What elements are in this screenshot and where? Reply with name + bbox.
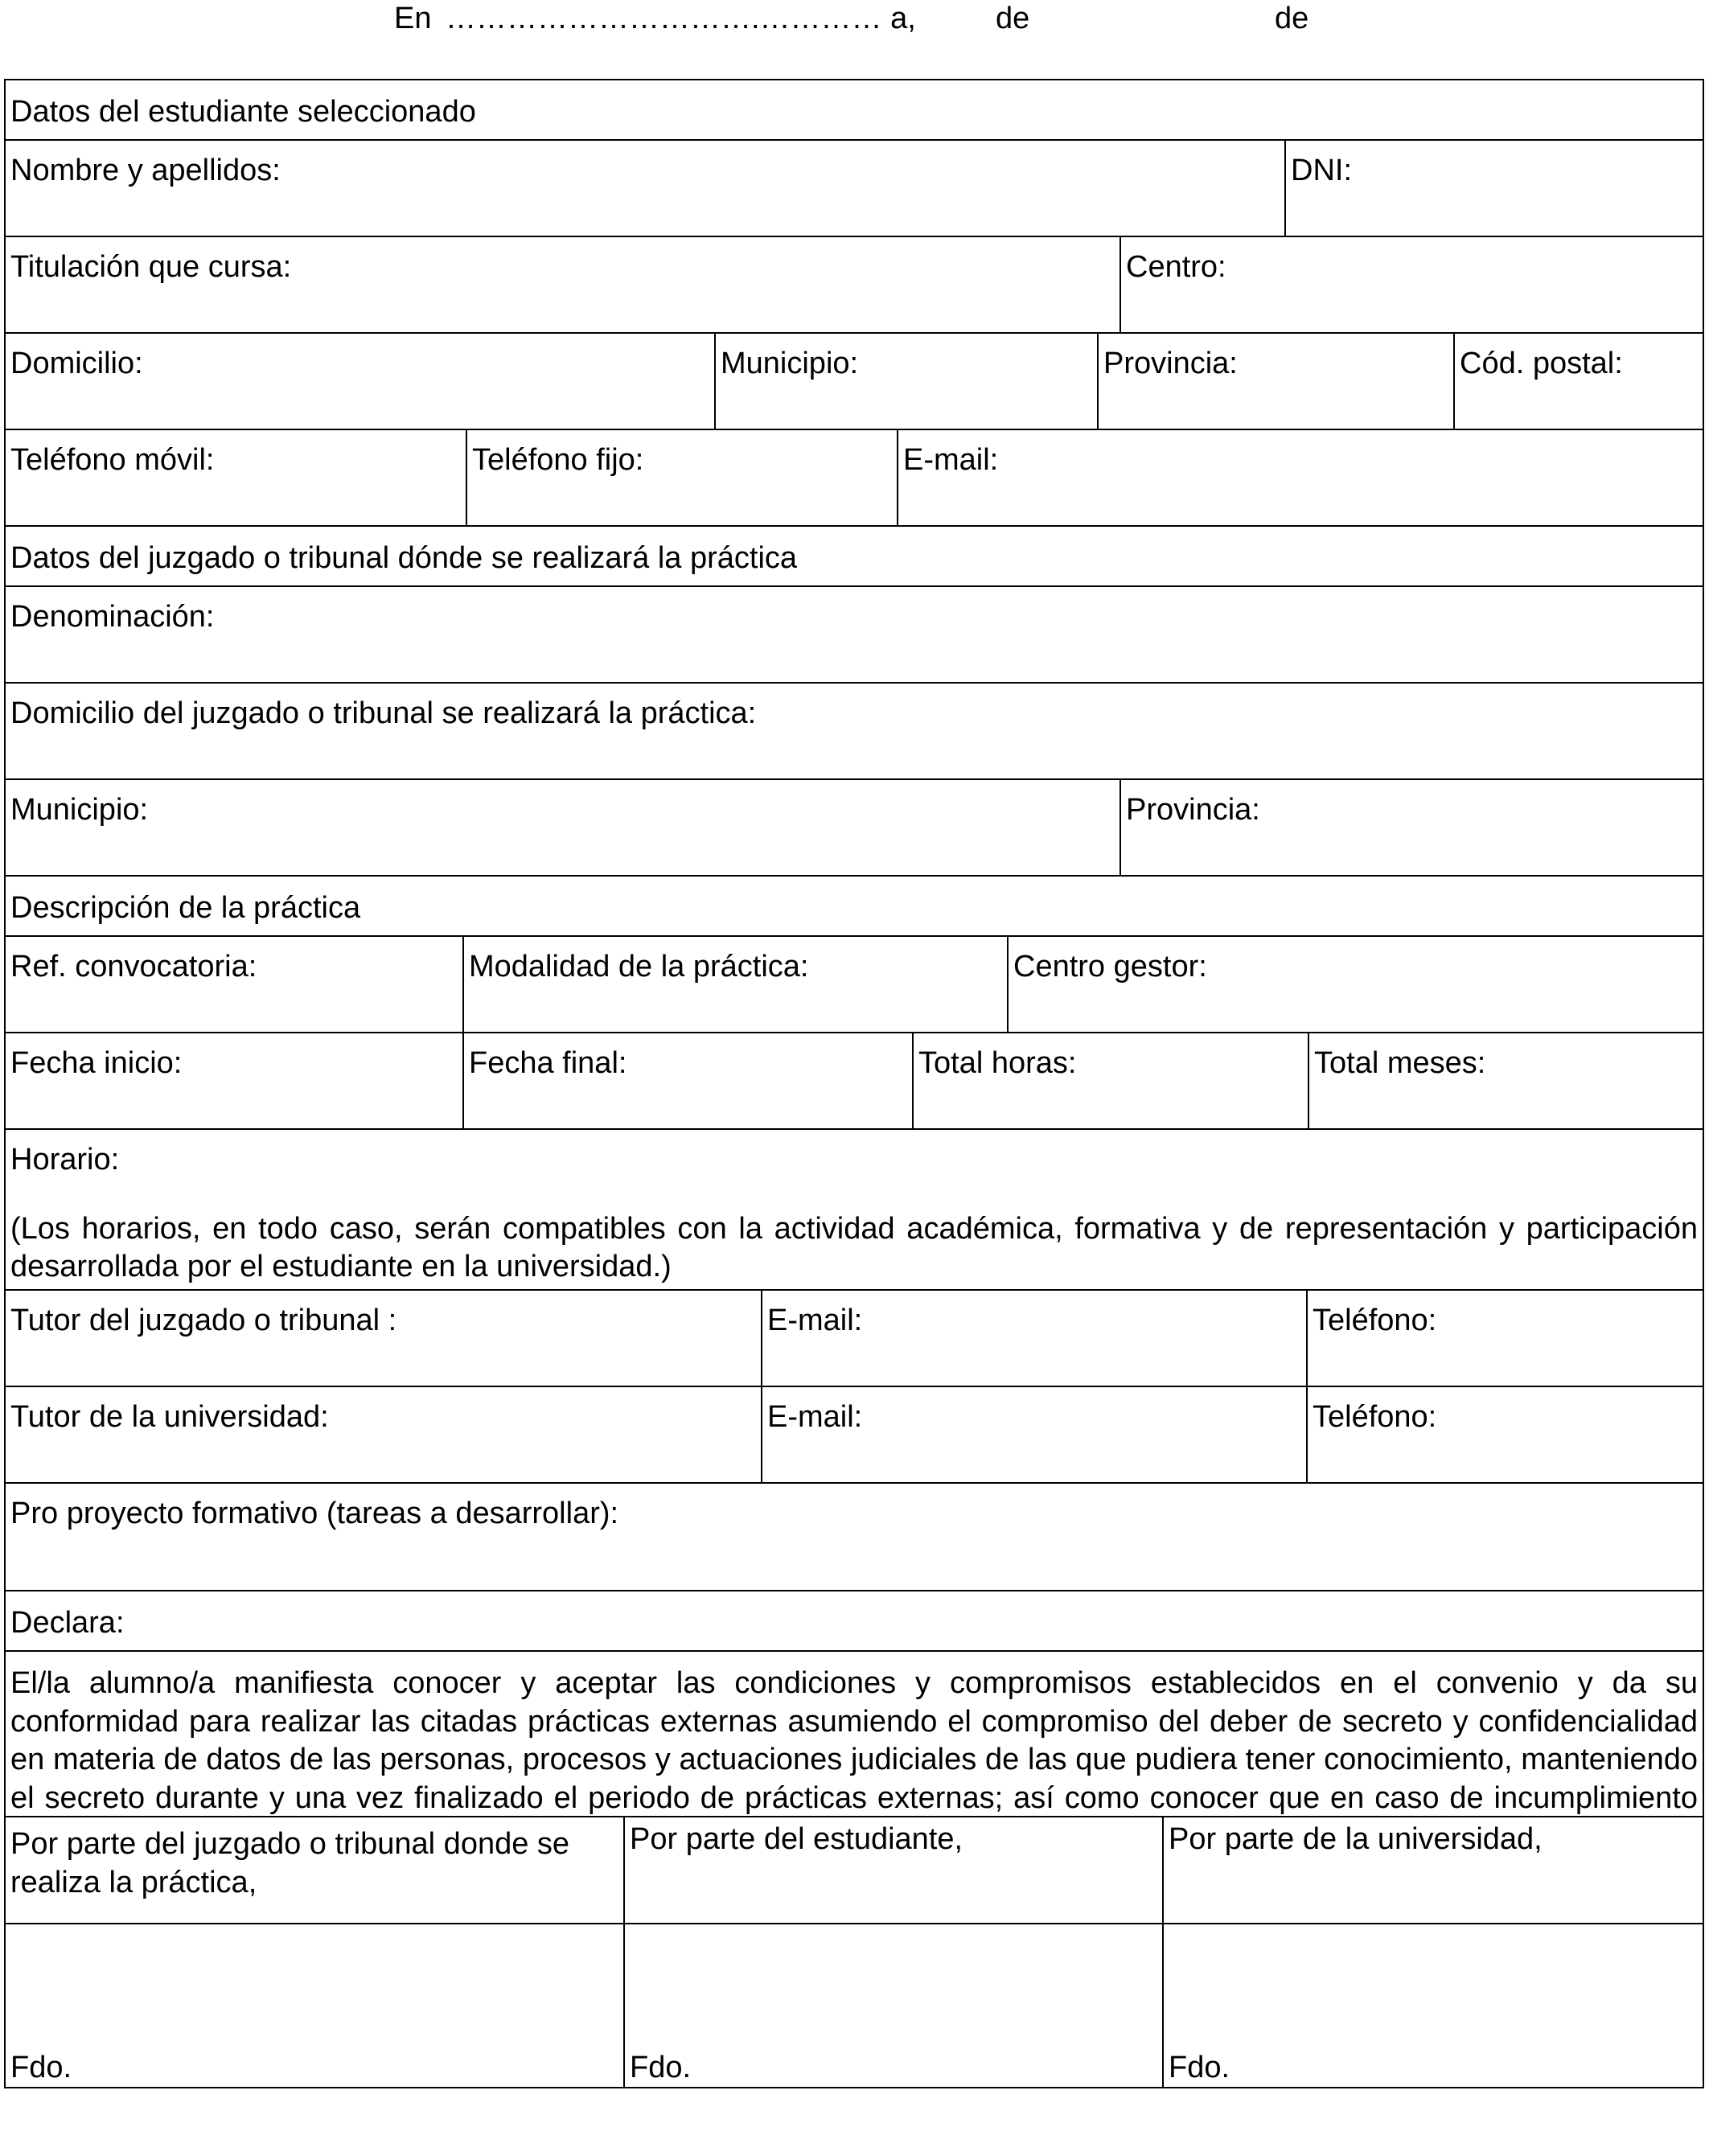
declara-label: Declara: — [10, 1606, 125, 1640]
total-horas-field[interactable]: Total horas: — [912, 1033, 1308, 1128]
declaracion-row — [6, 1650, 1703, 1816]
student-contact-row — [6, 429, 1703, 525]
provincia-field[interactable]: Provincia: — [1097, 334, 1453, 429]
horario-note: (Los horarios, en todo caso, serán compatibles con la actividad académica, formativa y de representación y participación desarrollada por el estudiante en la universidad.) — [10, 1211, 1698, 1283]
court-address-row — [6, 682, 1703, 778]
practice-section-header — [6, 875, 1703, 935]
titulacion-field[interactable]: Titulación que cursa: — [10, 250, 292, 284]
fdo-label: Fdo. — [630, 2050, 692, 2084]
tutor-juzgado-telefono-field[interactable]: Teléfono: — [1306, 1291, 1703, 1386]
practice-agreement-form — [4, 79, 1704, 2088]
centro-field[interactable]: Centro: — [1119, 237, 1703, 332]
court-location-row — [6, 778, 1703, 875]
place-blank-field[interactable]: ………………………….………… a, — [446, 2, 916, 35]
fdo-label: Fdo. — [10, 2050, 72, 2084]
tutor-juzgado-email-field[interactable]: E-mail: — [761, 1291, 1306, 1386]
tutor-universidad-email-field[interactable]: E-mail: — [761, 1387, 1306, 1482]
fecha-inicio-field[interactable]: Fecha inicio: — [10, 1046, 183, 1080]
student-study-row — [6, 236, 1703, 332]
place-label: En — [394, 2, 432, 35]
horario-field[interactable] — [6, 1130, 1703, 1289]
student-name-row — [6, 139, 1703, 236]
por-parte-estudiante: Por parte del estudiante, — [623, 1817, 1162, 1923]
dni-field[interactable]: DNI: — [1284, 141, 1703, 236]
domicilio-juzgado-field[interactable]: Domicilio del juzgado o tribunal se realizará la práctica: — [10, 696, 757, 730]
proyecto-formativo-field[interactable]: Pro proyecto formativo (tareas a desarrollar): — [10, 1497, 619, 1530]
municipio-juzgado-field[interactable]: Municipio: — [10, 793, 149, 827]
modalidad-field[interactable]: Modalidad de la práctica: — [462, 937, 1007, 1032]
section-title: Datos del juzgado o tribunal dónde se realizará la práctica — [10, 541, 798, 575]
proyecto-row — [6, 1482, 1703, 1590]
student-address-row — [6, 332, 1703, 429]
telefono-fijo-field[interactable]: Teléfono fijo: — [466, 430, 897, 525]
day-separator: de — [996, 2, 1030, 35]
horario-label: Horario: — [10, 1143, 120, 1177]
student-section-header — [6, 80, 1703, 139]
firma-estudiante-box[interactable] — [623, 1924, 1162, 2087]
email-field[interactable]: E-mail: — [897, 430, 1703, 525]
provincia-juzgado-field[interactable]: Provincia: — [1119, 780, 1703, 875]
municipio-field[interactable]: Municipio: — [714, 334, 1097, 429]
tutor-juzgado-row — [6, 1289, 1703, 1386]
telefono-movil-field[interactable]: Teléfono móvil: — [10, 443, 215, 477]
court-section-header — [6, 525, 1703, 585]
centro-gestor-field[interactable]: Centro gestor: — [1007, 937, 1703, 1032]
nombre-field[interactable]: Nombre y apellidos: — [10, 154, 281, 187]
domicilio-field[interactable]: Domicilio: — [10, 347, 143, 380]
practice-dates-row — [6, 1032, 1703, 1128]
fdo-label: Fdo. — [1169, 2050, 1230, 2084]
declara-header — [6, 1590, 1703, 1650]
denominacion-field[interactable]: Denominación: — [10, 600, 215, 634]
tutor-juzgado-field[interactable]: Tutor del juzgado o tribunal : — [10, 1304, 397, 1337]
practice-ref-row — [6, 935, 1703, 1032]
signatories-row — [6, 1816, 1703, 1923]
ref-convocatoria-field[interactable]: Ref. convocatoria: — [10, 950, 257, 984]
firma-universidad-box[interactable] — [1162, 1924, 1703, 2087]
cod-postal-field[interactable]: Cód. postal: — [1453, 334, 1703, 429]
por-parte-juzgado: Por parte del juzgado o tribunal donde se realiza la práctica, — [10, 1827, 570, 1899]
declaracion-text: El/la alumno/a manifiesta conocer y aceptar las condiciones y compromisos establecidos en el convenio y da su conformidad para realizar las citadas prácticas externas asumiendo el compromiso del deber de secreto y confidencialidad en materia de datos de las personas, procesos y actuaciones judiciales de las que pudiera tener conocimiento, manteniendo el secreto durante y una vez finalizado el periodo de prácticas externas; así como conocer que en caso de incumplimiento — [10, 1666, 1698, 1815]
tutor-universidad-row — [6, 1386, 1703, 1482]
month-separator: de — [1275, 2, 1309, 35]
fecha-final-field[interactable]: Fecha final: — [462, 1033, 912, 1128]
firma-juzgado-box[interactable] — [6, 1924, 623, 2087]
signatures-row — [6, 1923, 1703, 2087]
por-parte-universidad: Por parte de la universidad, — [1162, 1817, 1703, 1923]
tutor-universidad-telefono-field[interactable]: Teléfono: — [1306, 1387, 1703, 1482]
total-meses-field[interactable]: Total meses: — [1308, 1033, 1703, 1128]
section-title: Descripción de la práctica — [10, 891, 361, 925]
horario-row — [6, 1128, 1703, 1289]
place-date-line — [0, 0, 1709, 48]
tutor-universidad-field[interactable]: Tutor de la universidad: — [10, 1400, 329, 1434]
court-name-row — [6, 585, 1703, 682]
section-title: Datos del estudiante seleccionado — [10, 95, 476, 129]
